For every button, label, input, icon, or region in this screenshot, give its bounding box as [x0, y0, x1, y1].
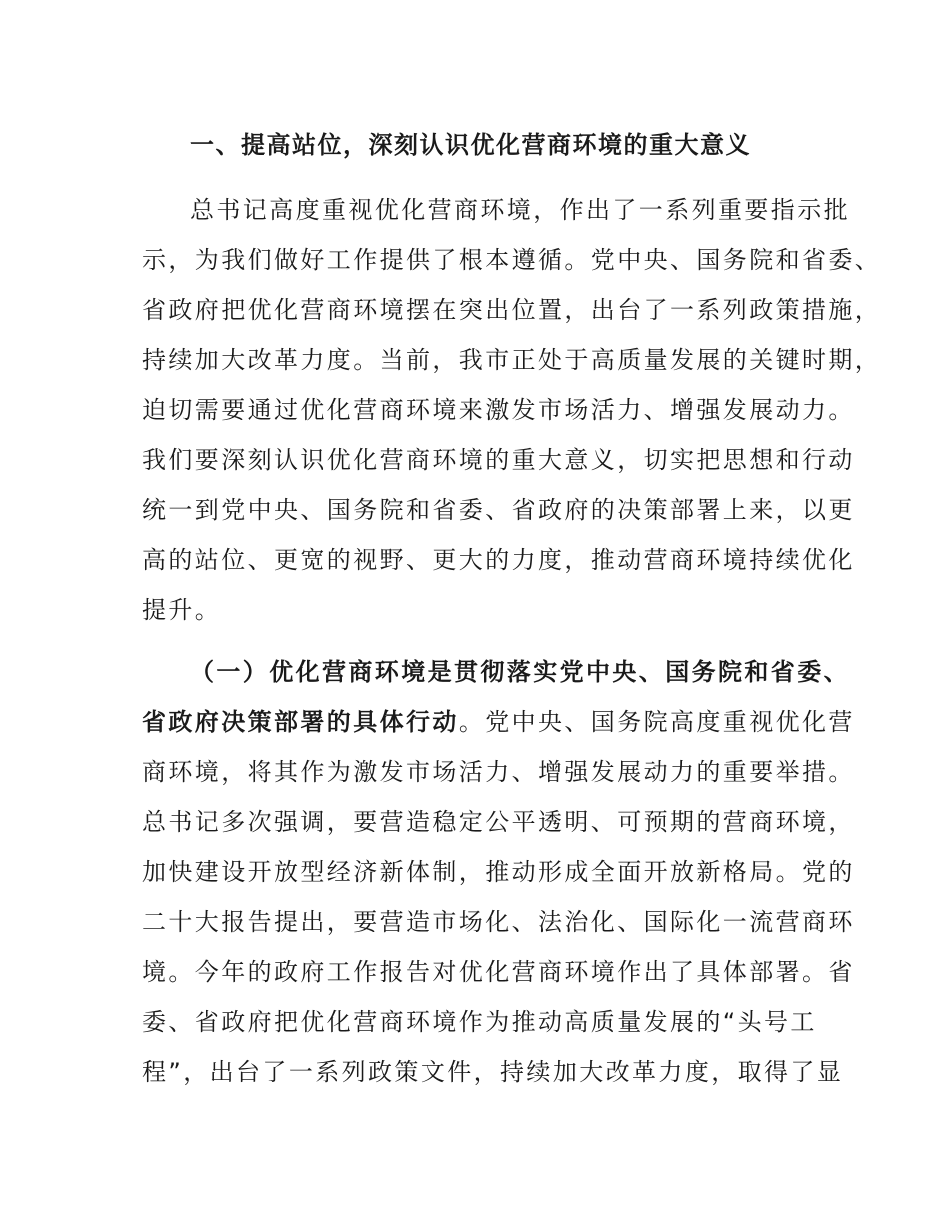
paragraph-line: 持续加大改革力度。当前，我市正处于高质量发展的关键时期， [142, 346, 882, 374]
paragraph-line: 高的站位、更宽的视野、更大的力度，推动营商环境持续优化 [142, 546, 855, 574]
paragraph-line: 商环境，将其作为激发市场活力、增强发展动力的重要举措。 [142, 758, 855, 786]
paragraph-line: 提升。 [142, 596, 222, 624]
paragraph-line: 二十大报告提出，要营造市场化、法治化、国际化一流营商环 [142, 908, 855, 936]
paragraph-line: 统一到党中央、国务院和省委、省政府的决策部署上来，以更 [142, 496, 855, 524]
paragraph-line: 程”，出台了一系列政策文件，持续加大改革力度，取得了显 [142, 1058, 844, 1086]
paragraph-text: 。党中央、国务院高度重视优化营 [458, 708, 855, 736]
paragraph-line: 委、省政府把优化营商环境作为推动高质量发展的“头号工 [142, 1008, 817, 1036]
paragraph-line: 总书记高度重视优化营商环境，作出了一系列重要指示批 [190, 196, 850, 224]
paragraph-line: 示，为我们做好工作提供了根本遵循。党中央、国务院和省委、 [142, 246, 882, 274]
paragraph-line: 加快建设开放型经济新体制，推动形成全面开放新格局。党的 [142, 858, 855, 886]
paragraph-line: 我们要深刻认识优化营商环境的重大意义，切实把思想和行动 [142, 446, 855, 474]
paragraph-line: 总书记多次强调，要营造稳定公平透明、可预期的营商环境， [142, 808, 855, 836]
paragraph-line [142, 706, 855, 738]
subsection-heading-continued: 省政府决策部署的具体行动 [142, 708, 459, 736]
paragraph-line: 迫切需要通过优化营商环境来激发市场活力、增强发展动力。 [142, 396, 855, 424]
section-heading: 一、提高站位，深刻认识优化营商环境的重大意义 [190, 131, 751, 159]
paragraph-line: 省政府把优化营商环境摆在突出位置，出台了一系列政策措施， [142, 296, 882, 324]
paragraph-line: 境。今年的政府工作报告对优化营商环境作出了具体部署。省 [142, 958, 855, 986]
subsection-heading: （一）优化营商环境是贯彻落实党中央、国务院和省委、 [190, 658, 850, 686]
